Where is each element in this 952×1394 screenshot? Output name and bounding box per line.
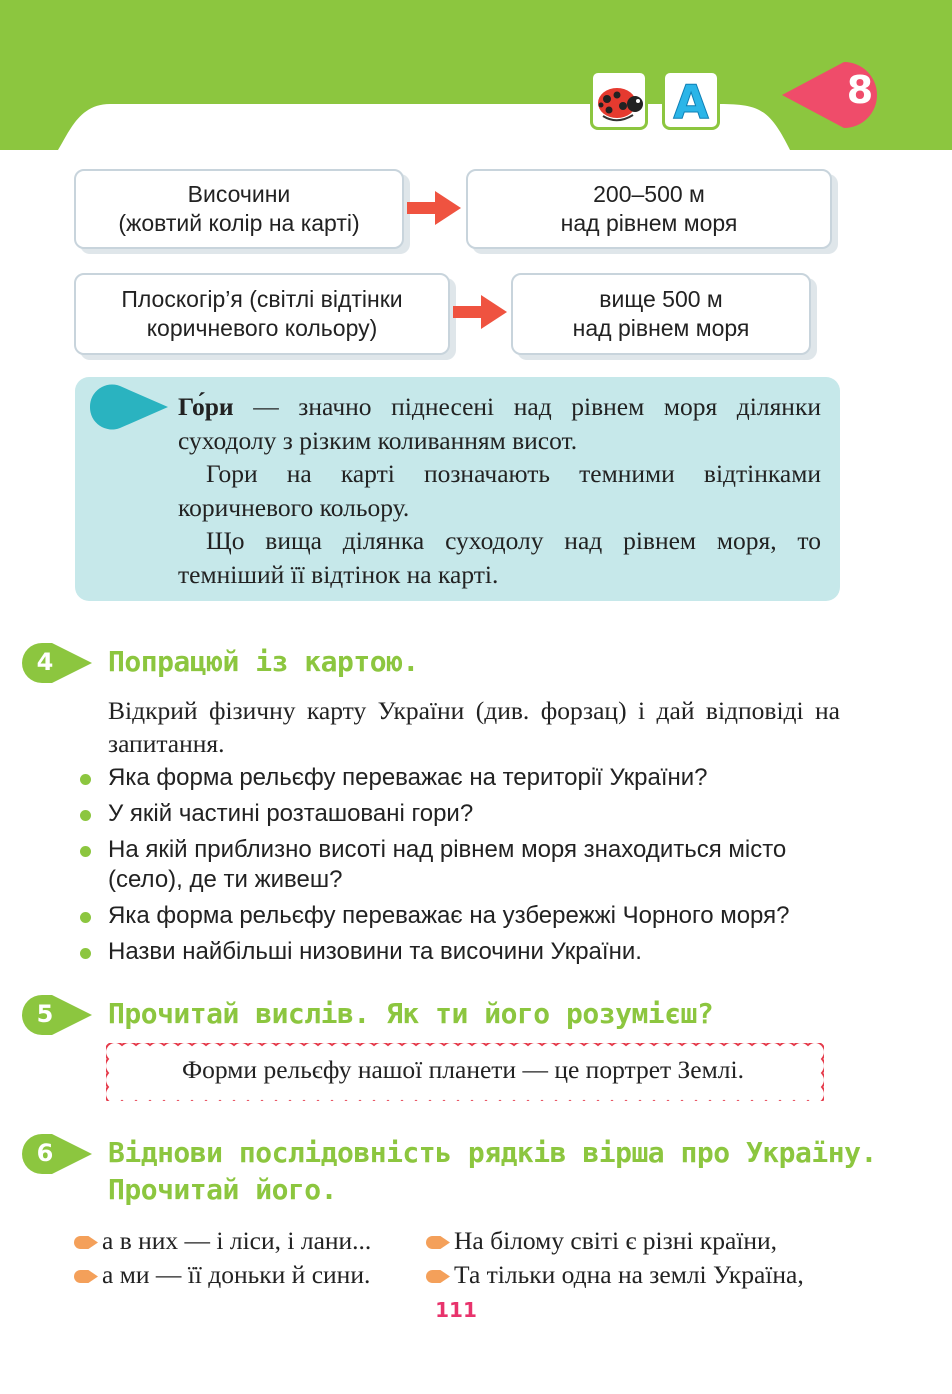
box-line: над рівнем моря: [560, 210, 738, 236]
task-title-line: Прочитай його.: [108, 1173, 338, 1206]
poem-line: а ми — її доньки й сини.: [74, 1258, 371, 1292]
chapter-badge: [782, 60, 892, 130]
poem-line: Та тільки одна на землі Україна,: [426, 1258, 804, 1292]
task-number: 4: [36, 648, 54, 676]
box-line: Плоскогір’я (світлі відтінки: [121, 286, 403, 312]
box-line: Височини: [187, 181, 291, 207]
task-title-line: Попрацюй із картою.: [108, 645, 419, 678]
task-number-badge: [22, 995, 94, 1035]
list-item: Яка форма рельєфу переважає на території України?: [78, 763, 848, 793]
letter-a-badge: [662, 70, 720, 130]
task-number-badge: [22, 643, 94, 683]
box-line: вище 500 м: [599, 286, 723, 312]
ladybug-icon: [593, 73, 645, 127]
definition-paragraph: Що вища ділянка суходолу над рівнем моря, то темніший її відтінок на карті.: [178, 526, 821, 589]
task-title: [108, 995, 713, 1032]
box-line: над рівнем моря: [572, 315, 750, 341]
teardrop-marker-icon: [90, 384, 170, 430]
task-number-badge: [22, 1134, 94, 1174]
box-line: (жовтий колір на карті): [118, 210, 360, 236]
task-number: 5: [36, 1000, 54, 1028]
definition-body: — значно піднесені над рівнем моря ділянки суходолу з різким коливанням висот.: [178, 392, 821, 455]
letter-a-icon: A: [673, 75, 709, 129]
chapter-number: 8: [846, 68, 874, 112]
definition-paragraph: Гори на карті позначають темними відтінками коричневого кольору.: [178, 459, 821, 522]
task-title: [108, 1134, 877, 1208]
list-item: У якій частині розташовані гори?: [78, 799, 848, 829]
relief-term-box-uplands: [74, 169, 404, 249]
definition-text: [178, 390, 821, 591]
box-line: коричневого кольору): [146, 315, 378, 341]
quote-text: Форми рельєфу нашої планети — це портрет Землі.: [182, 1055, 744, 1084]
box-line: 200–500 м: [593, 181, 705, 207]
question-list: [78, 763, 848, 973]
task-title-line: Прочитай вислів. Як ти його розумієш?: [108, 997, 714, 1030]
task-title-line: Віднови послідовність рядків вірша про Україну.: [108, 1136, 877, 1169]
poem-line: а в них — і ліси, і лани...: [74, 1224, 371, 1258]
relief-term-box-plateaus: [74, 273, 450, 355]
ladybug-icon-badge: [590, 70, 648, 130]
list-item: На якій приблизно висоті над рівнем моря знаходиться місто (село), де ти живеш?: [78, 835, 848, 895]
arrow-right-icon: [407, 187, 463, 229]
poem-line: На білому світі є різні країни,: [426, 1224, 804, 1258]
task-title: [108, 643, 419, 680]
definition-term: Го́ри: [178, 392, 234, 421]
poem-left-column: [74, 1224, 371, 1292]
task-intro: Відкрий фізичну карту України (див. форзац) і дай відповіді на запитання.: [108, 696, 840, 758]
arrow-right-icon: [453, 291, 509, 333]
list-item: Назви найбільші низовини та височини України.: [78, 937, 848, 967]
task-number: 6: [36, 1139, 54, 1167]
poem-right-column: [426, 1224, 804, 1292]
page-number: 111: [435, 1298, 477, 1322]
relief-height-box-plateaus: [511, 273, 811, 355]
list-item: Яка форма рельєфу переважає на узбережжі Чорного моря?: [78, 901, 848, 931]
relief-height-box-uplands: [466, 169, 832, 249]
